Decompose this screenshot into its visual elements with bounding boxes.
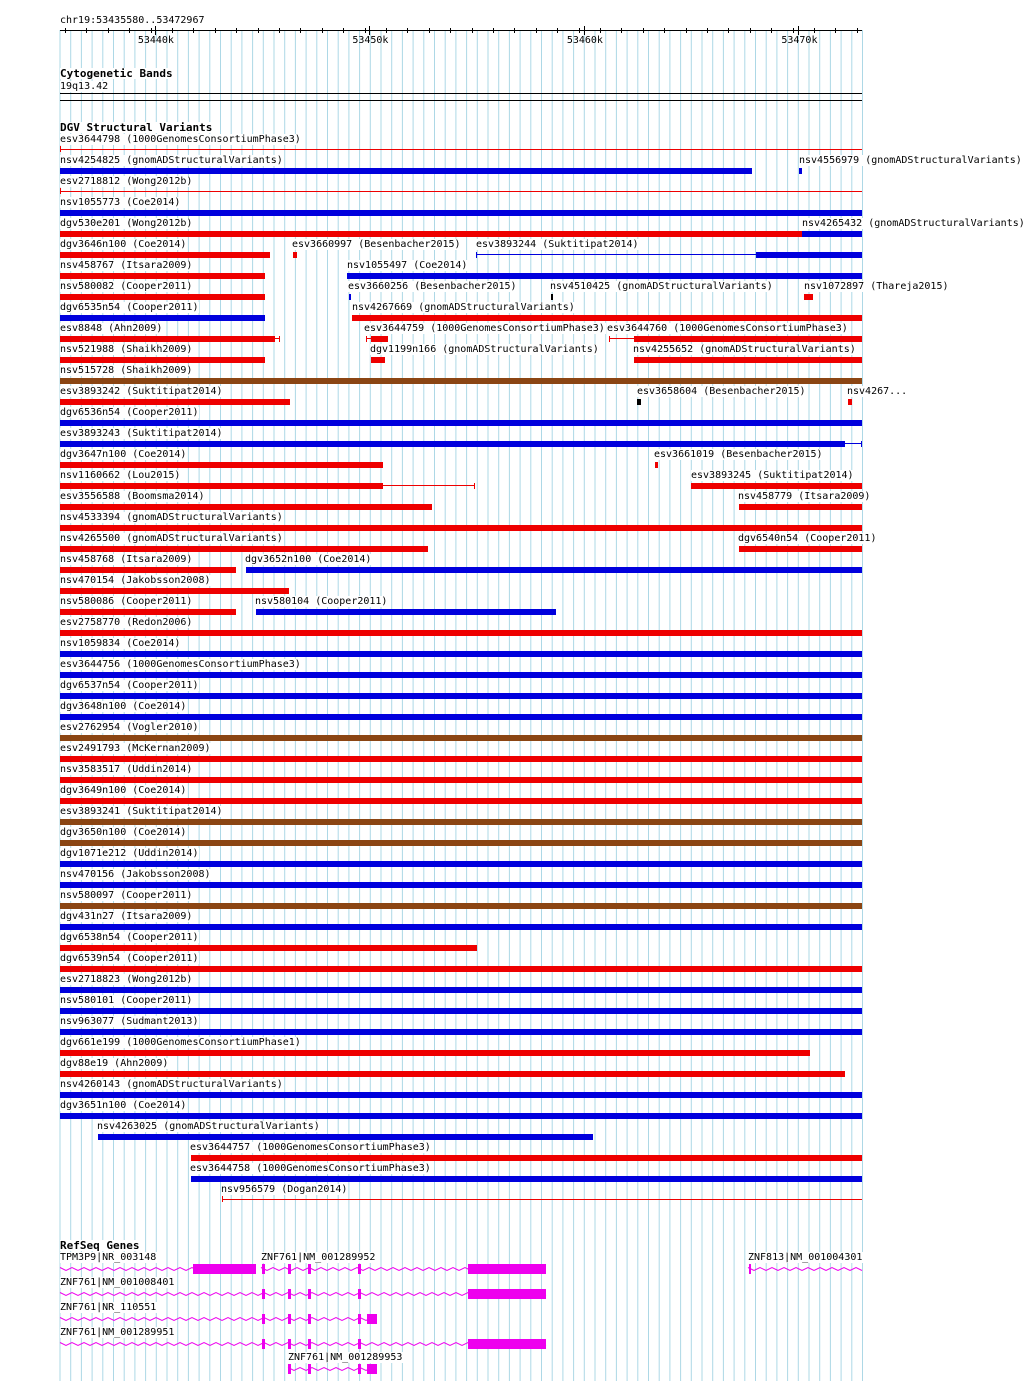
variant-label[interactable]: nsv4556979 (gnomADStructuralVariants) [799, 155, 1022, 166]
variant-label[interactable]: esv3893242 (Suktitipat2014) [60, 386, 223, 397]
variant-label[interactable]: nsv956579 (Dogan2014) [221, 1184, 348, 1195]
gene-exon [262, 1314, 265, 1324]
gene-exon [367, 1314, 377, 1324]
variant-label[interactable]: dgv1071e212 (Uddin2014) [60, 848, 199, 859]
variant-label[interactable]: esv2491793 (McKernan2009) [60, 743, 211, 754]
variant-label[interactable]: nsv4533394 (gnomADStructuralVariants) [60, 512, 283, 523]
variant-label[interactable]: nsv1072897 (Thareja2015) [804, 281, 949, 292]
gene-label[interactable]: TPM3P9|NR_003148 [60, 1252, 157, 1263]
variant-label[interactable]: nsv4255652 (gnomADStructuralVariants) [633, 344, 856, 355]
variant-label[interactable]: dgv3650n100 (Coe2014) [60, 827, 187, 838]
variant-label[interactable]: dgv6537n54 (Cooper2011) [60, 680, 199, 691]
variant-label[interactable]: esv3660997 (Besenbacher2015) [292, 239, 461, 250]
variant-label[interactable]: nsv580082 (Cooper2011) [60, 281, 193, 292]
variant-label[interactable]: esv3893243 (Suktitipat2014) [60, 428, 223, 439]
variant-label[interactable]: nsv1055497 (Coe2014) [347, 260, 468, 271]
gene-exon [358, 1339, 361, 1349]
variant-label[interactable]: nsv458767 (Itsara2009) [60, 260, 193, 271]
variant-label[interactable]: nsv580101 (Cooper2011) [60, 995, 193, 1006]
gene-exon [308, 1339, 311, 1349]
variant-label[interactable]: nsv4254825 (gnomADStructuralVariants) [60, 155, 283, 166]
variant-label[interactable]: esv2718812 (Wong2012b) [60, 176, 193, 187]
variant-label[interactable]: nsv458779 (Itsara2009) [738, 491, 871, 502]
gene-exon [308, 1289, 311, 1299]
variant-label[interactable]: esv3644757 (1000GenomesConsortiumPhase3) [190, 1142, 431, 1153]
variant-label[interactable]: dgv3649n100 (Coe2014) [60, 785, 187, 796]
gene-exon [358, 1289, 361, 1299]
ruler-tick-label: 53470k [781, 35, 818, 46]
variant-label[interactable]: nsv4265500 (gnomADStructuralVariants) [60, 533, 283, 544]
variant-label[interactable]: dgv6539n54 (Cooper2011) [60, 953, 199, 964]
variant-label[interactable]: nsv4263025 (gnomADStructuralVariants) [97, 1121, 320, 1132]
variant-label[interactable]: nsv4260143 (gnomADStructuralVariants) [60, 1079, 283, 1090]
variant-label[interactable]: nsv580097 (Cooper2011) [60, 890, 193, 901]
variant-label[interactable]: esv3644759 (1000GenomesConsortiumPhase3) [364, 323, 605, 334]
variant-label[interactable]: dgv661e199 (1000GenomesConsortiumPhase1) [60, 1037, 301, 1048]
variant-label[interactable]: dgv431n27 (Itsara2009) [60, 911, 193, 922]
variant-label[interactable]: nsv1055773 (Coe2014) [60, 197, 181, 208]
gene-exon [358, 1314, 361, 1324]
variant-label[interactable]: esv3893244 (Suktitipat2014) [476, 239, 639, 250]
gene-exon [468, 1339, 546, 1349]
variant-label[interactable]: dgv1199n166 (gnomADStructuralVariants) [370, 344, 599, 355]
ruler-region-label: chr19:53435580..53472967 [60, 15, 205, 26]
variant-label[interactable]: esv3661019 (Besenbacher2015) [654, 449, 823, 460]
variant-label[interactable]: esv3644798 (1000GenomesConsortiumPhase3) [60, 134, 301, 145]
ruler-tick-label: 53460k [566, 35, 603, 46]
ruler-tick-label: 53440k [137, 35, 174, 46]
variant-label[interactable]: nsv580086 (Cooper2011) [60, 596, 193, 607]
variant-label[interactable]: nsv963077 (Sudmant2013) [60, 1016, 199, 1027]
variant-label[interactable]: dgv3652n100 (Coe2014) [245, 554, 372, 565]
variant-label[interactable]: nsv4267... [847, 386, 908, 397]
gene-exon [288, 1264, 291, 1274]
variant-label[interactable]: esv3660256 (Besenbacher2015) [348, 281, 517, 292]
gene-exon [308, 1314, 311, 1324]
gene-exon [288, 1314, 291, 1324]
refseq-track-title[interactable]: RefSeq Genes [60, 1239, 140, 1252]
ruler-tick-label: 53450k [352, 35, 389, 46]
variant-label[interactable]: nsv4265432 (gnomADStructuralVariants) [802, 218, 1025, 229]
cytoband-track-title[interactable]: Cytogenetic Bands [60, 67, 173, 80]
variant-label[interactable]: nsv521988 (Shaikh2009) [60, 344, 193, 355]
variant-label[interactable]: esv2762954 (Vogler2010) [60, 722, 199, 733]
gene-exon [288, 1364, 291, 1374]
gene-label[interactable]: ZNF761|NM_001008401 [60, 1277, 175, 1288]
gene-exon [749, 1264, 751, 1274]
variant-label[interactable]: dgv530e201 (Wong2012b) [60, 218, 193, 229]
gene-exon [288, 1339, 291, 1349]
variant-label[interactable]: nsv1059834 (Coe2014) [60, 638, 181, 649]
gene-label[interactable]: ZNF813|NM_001004301 [748, 1252, 863, 1263]
variant-label[interactable]: esv3893245 (Suktitipat2014) [691, 470, 854, 481]
variant-label[interactable]: esv3644760 (1000GenomesConsortiumPhase3) [607, 323, 848, 334]
gene-exon [308, 1364, 311, 1374]
gene-label[interactable]: ZNF761|NR_110551 [60, 1302, 157, 1313]
variant-label[interactable]: dgv6538n54 (Cooper2011) [60, 932, 199, 943]
variant-label[interactable]: nsv3583517 (Uddin2014) [60, 764, 193, 775]
gene-label[interactable]: ZNF761|NM_001289953 [288, 1352, 403, 1363]
variant-label[interactable]: esv2758770 (Redon2006) [60, 617, 193, 628]
gene-intron [748, 1268, 862, 1271]
gene-exon [193, 1264, 256, 1274]
variant-label[interactable]: dgv3646n100 (Coe2014) [60, 239, 187, 250]
variant-label[interactable]: nsv1160662 (Lou2015) [60, 470, 181, 481]
gene-exon [288, 1289, 291, 1299]
gene-exon [308, 1264, 311, 1274]
gene-exon [468, 1289, 546, 1299]
gene-exon [367, 1364, 377, 1374]
dgv-track-title[interactable]: DGV Structural Variants [60, 121, 213, 134]
gene-exon [262, 1264, 265, 1274]
gene-intron [60, 1318, 372, 1321]
variant-label[interactable]: nsv4510425 (gnomADStructuralVariants) [550, 281, 773, 292]
variant-label[interactable]: dgv3647n100 (Coe2014) [60, 449, 187, 460]
gene-label[interactable]: ZNF761|NM_001289952 [261, 1252, 376, 1263]
variant-label[interactable]: dgv3648n100 (Coe2014) [60, 701, 187, 712]
variant-label[interactable]: nsv470154 (Jakobsson2008) [60, 575, 211, 586]
variant-label[interactable]: nsv458768 (Itsara2009) [60, 554, 193, 565]
variant-label[interactable]: dgv6536n54 (Cooper2011) [60, 407, 199, 418]
gene-exon [262, 1339, 265, 1349]
variant-label[interactable]: nsv580104 (Cooper2011) [255, 596, 388, 607]
variant-label[interactable]: nsv470156 (Jakobsson2008) [60, 869, 211, 880]
cytoband-label: 19q13.42 [60, 81, 109, 92]
gene-exon [358, 1264, 361, 1274]
variant-label[interactable]: dgv3651n100 (Coe2014) [60, 1100, 187, 1111]
variant-label[interactable]: esv8848 (Ahn2009) [60, 323, 163, 334]
variant-label[interactable]: nsv515728 (Shaikh2009) [60, 365, 193, 376]
variant-label[interactable]: esv3556588 (Boomsma2014) [60, 491, 205, 502]
variant-label[interactable]: dgv6540n54 (Cooper2011) [738, 533, 877, 544]
variant-label[interactable]: esv3658604 (Besenbacher2015) [637, 386, 806, 397]
variant-label[interactable]: esv2718823 (Wong2012b) [60, 974, 193, 985]
variant-label[interactable]: esv3893241 (Suktitipat2014) [60, 806, 223, 817]
variant-label[interactable]: esv3644756 (1000GenomesConsortiumPhase3) [60, 659, 301, 670]
variant-label[interactable]: nsv4267669 (gnomADStructuralVariants) [352, 302, 575, 313]
variant-label[interactable]: dgv6535n54 (Cooper2011) [60, 302, 199, 313]
gene-exon [468, 1264, 546, 1274]
gene-label[interactable]: ZNF761|NM_001289951 [60, 1327, 175, 1338]
gene-exon [358, 1364, 361, 1374]
variant-label[interactable]: dgv88e19 (Ahn2009) [60, 1058, 169, 1069]
variant-label[interactable]: esv3644758 (1000GenomesConsortiumPhase3) [190, 1163, 431, 1174]
gene-exon [262, 1289, 265, 1299]
